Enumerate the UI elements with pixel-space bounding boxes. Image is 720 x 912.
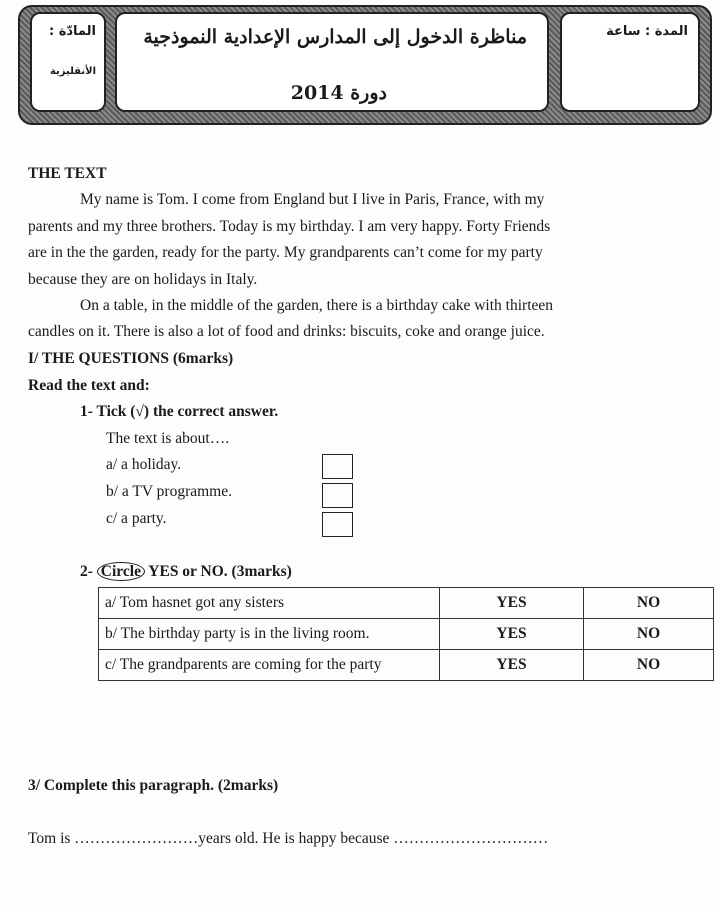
no-option[interactable]: NO xyxy=(584,588,714,619)
statement: a/ Tom hasnet got any sisters xyxy=(99,588,440,619)
statement: c/ The grandparents are coming for the party xyxy=(99,650,440,681)
q3-title: 3/ Complete this paragraph. (2marks) xyxy=(28,777,279,794)
checkbox-c[interactable] xyxy=(322,512,353,537)
yes-no-table xyxy=(98,587,714,681)
q1-option-c: c/ a party. xyxy=(106,510,167,527)
no-option[interactable]: NO xyxy=(584,619,714,650)
text-line: My name is Tom. I come from England but I live in Paris, France, with my xyxy=(80,191,545,208)
yes-option[interactable]: YES xyxy=(440,650,584,681)
questions-heading: I/ THE QUESTIONS (6marks) xyxy=(28,350,234,367)
table-row xyxy=(99,619,714,650)
subject-label: المادّة : xyxy=(48,24,96,39)
text-heading: THE TEXT xyxy=(28,165,107,182)
checkbox-b[interactable] xyxy=(322,483,353,508)
subject-value: الأنقليزية xyxy=(49,66,96,77)
exam-title: مناظرة الدخول إلى المدارس الإعدادية النموذجية xyxy=(143,26,527,48)
q2-title xyxy=(80,563,292,581)
no-option[interactable]: NO xyxy=(584,650,714,681)
text-line: candles on it. There is also a lot of food and drinks: biscuits, coke and orange juice. xyxy=(28,323,545,340)
text-line: because they are on holidays in Italy. xyxy=(28,271,258,288)
q2-circle-word: Circle xyxy=(97,562,145,581)
checkbox-a[interactable] xyxy=(322,454,353,479)
table-row xyxy=(99,588,714,619)
statement: b/ The birthday party is in the living room. xyxy=(99,619,440,650)
text-line: are in the the garden, ready for the party. My grandparents can’t come for my party xyxy=(28,244,543,261)
q1-title: 1- Tick (√) the correct answer. xyxy=(80,403,279,420)
q1-stem: The text is about…. xyxy=(106,430,230,447)
duration-box xyxy=(560,12,700,112)
text-line: parents and my three brothers. Today is my birthday. I am very happy. Forty Friends xyxy=(28,218,551,235)
instruction: Read the text and: xyxy=(28,377,150,394)
q2-prefix: 2- xyxy=(80,563,93,580)
yes-option[interactable]: YES xyxy=(440,588,584,619)
q2-title-rest: YES or NO. (3marks) xyxy=(148,563,292,580)
q1-option-a: a/ a holiday. xyxy=(106,456,182,473)
duration: المدة : ساعة xyxy=(606,24,688,39)
table-row xyxy=(99,650,714,681)
q3-fill-line[interactable]: Tom is ……………………years old. He is happy because ………………………… xyxy=(28,830,549,847)
title-box xyxy=(115,12,549,112)
text-line: On a table, in the middle of the garden, there is a birthday cake with thirteen xyxy=(80,297,554,314)
session: دورة 2014 xyxy=(290,82,387,104)
q1-option-b: b/ a TV programme. xyxy=(106,483,232,500)
subject-box xyxy=(30,12,106,112)
yes-option[interactable]: YES xyxy=(440,619,584,650)
